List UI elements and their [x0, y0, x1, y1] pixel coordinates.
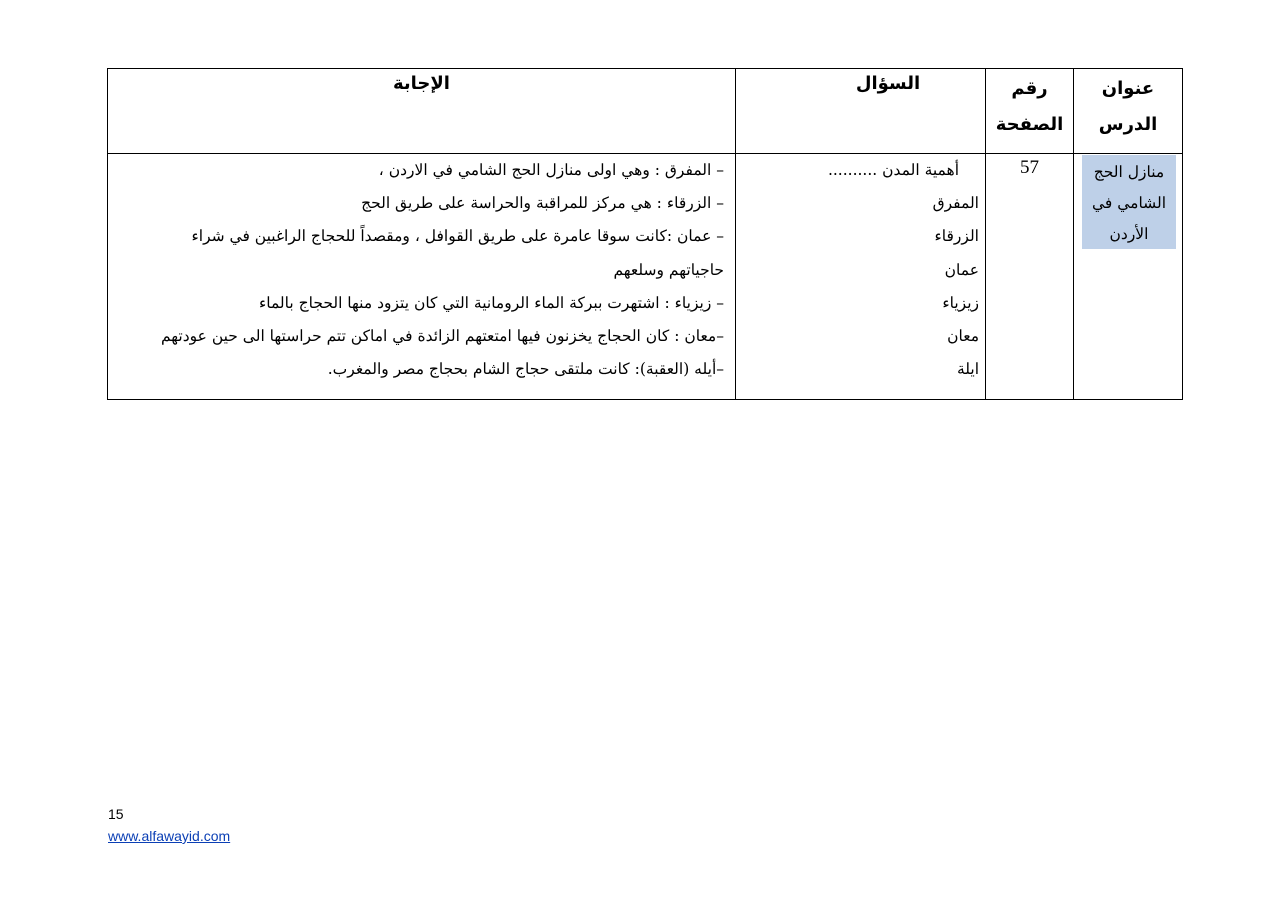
- question-line: زيزياء: [942, 293, 979, 312]
- page-number-cell: 57: [1020, 157, 1039, 178]
- question-line: المفرق: [932, 194, 979, 213]
- header-lesson-title: عنوان الدرس: [1098, 78, 1158, 135]
- page-number: 15: [108, 806, 124, 822]
- website-link[interactable]: www.alfawayid.com: [108, 828, 231, 844]
- answer-line: –معان : كان الحجاج يخزنون فيها امتعتهم الزائدة في اماكن تتم حراستها الى حين عودتهم: [160, 327, 724, 346]
- question-line: معان: [947, 327, 979, 346]
- question-line: عمان: [944, 260, 979, 279]
- answer-cell: [112, 154, 724, 386]
- lesson-title-cell: منازل الحج الشامي في الأردن: [1082, 155, 1176, 249]
- question-line: الزرقاء: [934, 227, 979, 246]
- answer-line: – عمان :كانت سوقا عامرة على طريق القوافل ، ومقصداً للحجاج الراغبين في شراء: [191, 227, 724, 246]
- header-page-number: رقم الصفحة: [995, 78, 1064, 135]
- question-line: أهمية المدن ..........: [827, 161, 959, 179]
- answer-line: حاجياتهم وسلعهم: [613, 260, 724, 279]
- answer-line: – المفرق : وهي اولى منازل الحج الشامي في الاردن ،: [378, 161, 724, 179]
- answer-line: –أيله (العقبة): كانت ملتقى حجاج الشام بحجاج مصر والمغرب.: [327, 360, 724, 379]
- answer-line: – زيزياء : اشتهرت ببركة الماء الرومانية التي كان يتزود منها الحجاج بالماء: [258, 293, 724, 312]
- header-answer: الإجابة: [393, 73, 450, 94]
- header-question: السؤال: [855, 73, 921, 94]
- lesson-table: [107, 68, 1183, 400]
- question-line: ايلة: [956, 360, 979, 379]
- question-cell: [736, 154, 979, 386]
- answer-line: – الزرقاء : هي مركز للمراقبة والحراسة على طريق الحج: [361, 194, 724, 213]
